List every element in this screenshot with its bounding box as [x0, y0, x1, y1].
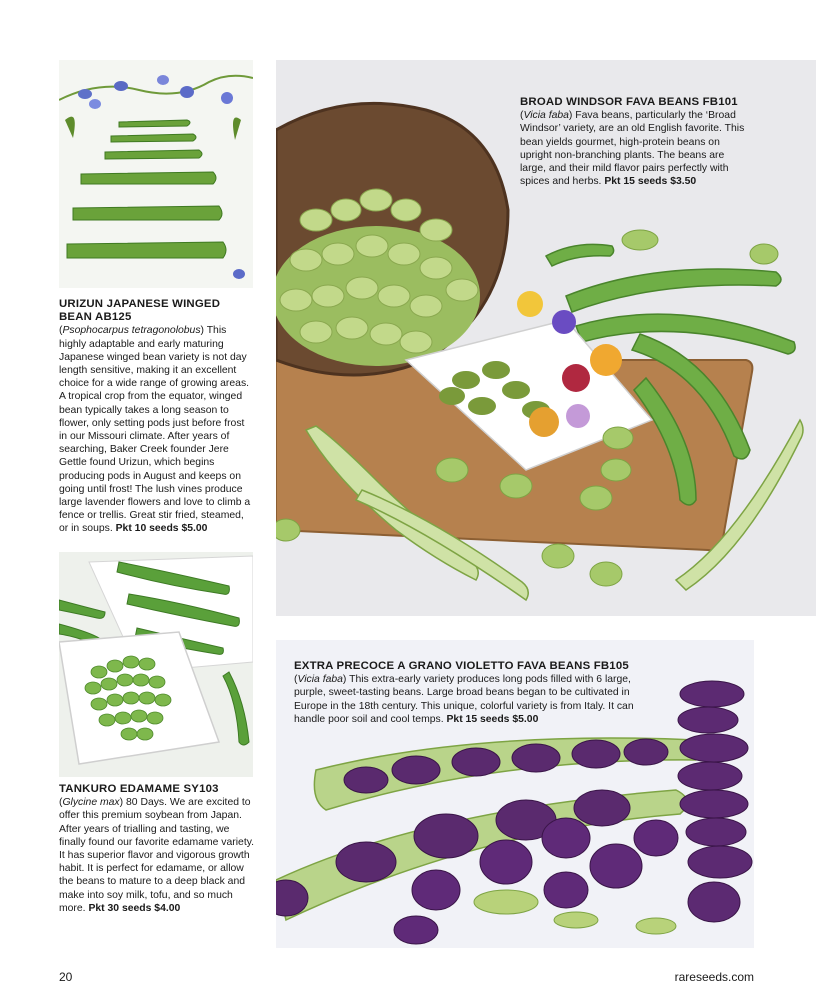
- winged-bean-photo: [59, 60, 253, 288]
- urizun-description: (Psophocarpus tetragonolobus) This highly adaptable and early maturing Japanese winged bean variety is not day length sensitive, making it an excellent choice for a wide range of growing areas. A tropical crop from the equator, winged bean typically takes a long season to flower, only setting pods just before frost in our Missouri climate. After years of searching, Baker Creek founder Jere Gettle found Urizun, which begins producing pods in August and keeps on going until frost! The lush vines produce large lavender flowers and love to climb a fence or trellis. Great stir fried, steamed, or in soups. Pkt 10 seeds $5.00: [59, 325, 251, 535]
- tankuro-title: TANKURO EDAMAME SY103: [59, 783, 219, 795]
- violetto-description: (Vicia faba) This extra-early variety produces long pods filled with 6 large, purple, sweet-tasting beans. Large broad beans began to be cultivated in Europe in the 18th century. This unique, colorful variety is from Italy. It can handle poor soil and cool temps. Pkt 15 seeds $5.00: [294, 674, 634, 725]
- broad-windsor-body: Fava beans, particularly the ‘Broad Windsor’ variety, are an old English favorite. This bean yields gourmet, high-protein beans on upright non-branching plants. The beans are large, and their mild flavor pairs perfectly with spices and herbs.: [520, 110, 745, 188]
- violetto-title: EXTRA PRECOCE A GRANO VIOLETTO FAVA BEANS FB105: [294, 660, 629, 672]
- tankuro-description: (Glycine max) 80 Days. We are excited to offer this premium soybean from Japan. After years of trialling and tasting, we finally found our favorite edamame variety. It has superior flavor and vigorous growth habit. It is perfect for edamame, or allow the beans to mature to a deep black and make into soy milk, tofu, and so much more. Pkt 30 seeds $4.00: [59, 797, 255, 914]
- tankuro-body: 80 Days. We are excited to offer this premium soybean from Japan. After years of trialling and tasting, we finally found our favorite edamame variety. It has superior flavor and vigorous growth habit. It is perfect for edamame, or allow the beans to mature to a deep black and make into soy milk, tofu, and so much more.: [59, 797, 255, 914]
- broad-windsor-price: Pkt 15 seeds $3.50: [604, 176, 697, 188]
- violetto-body: This extra-early variety produces long pods filled with 6 large, purple, sweet-tasting beans. Large broad beans began to be cultivated in Europe in the 18th century. This unique, colorful variety is from Italy. It can handle poor soil and cool temps.: [294, 674, 634, 725]
- broad-windsor-title: BROAD WINDSOR FAVA BEANS FB101: [520, 96, 738, 108]
- broad-windsor-description: (Vicia faba) Fava beans, particularly the ‘Broad Windsor’ variety, are an old English favorite. This bean yields gourmet, high-protein beans on upright non-branching plants. The beans are large, and their mild flavor pairs perfectly with spices and herbs. Pkt 15 seeds $3.50: [520, 110, 745, 188]
- urizun-body: This highly adaptable and early maturing Japanese winged bean variety is not day length sensitive, making it an excellent choice for a wide range of growing areas. A tropical crop from the equator, winged bean typically takes a long season to flower, only setting pods just before frost in our Missouri climate. After years of searching, Baker Creek founder Jere Gettle found Urizun, which begins producing pods in August and keeps on going until frost! The lush vines produce large lavender flowers and love to climb a fence or trellis. Great stir fried, steamed, or in soups.: [59, 325, 251, 535]
- tankuro-edamame-photo: [59, 552, 253, 777]
- broad-windsor-latin: Vicia faba: [523, 110, 569, 122]
- urizun-latin: Psophocarpus tetragonolobus: [62, 325, 201, 337]
- violetto-latin: Vicia faba: [297, 674, 343, 686]
- violetto-text: [294, 660, 646, 726]
- urizun-price: Pkt 10 seeds $5.00: [115, 523, 208, 535]
- violetto-price: Pkt 15 seeds $5.00: [446, 713, 539, 725]
- urizun-text: [59, 298, 255, 536]
- tankuro-latin: Glycine max: [62, 797, 120, 809]
- page-number: 20: [59, 970, 73, 984]
- broad-windsor-text: [520, 96, 750, 188]
- urizun-title: URIZUN JAPANESE WINGED BEAN AB125: [59, 298, 221, 324]
- website-url: rareseeds.com: [674, 970, 754, 984]
- tankuro-price: Pkt 30 seeds $4.00: [88, 902, 181, 914]
- tankuro-text: [59, 783, 255, 915]
